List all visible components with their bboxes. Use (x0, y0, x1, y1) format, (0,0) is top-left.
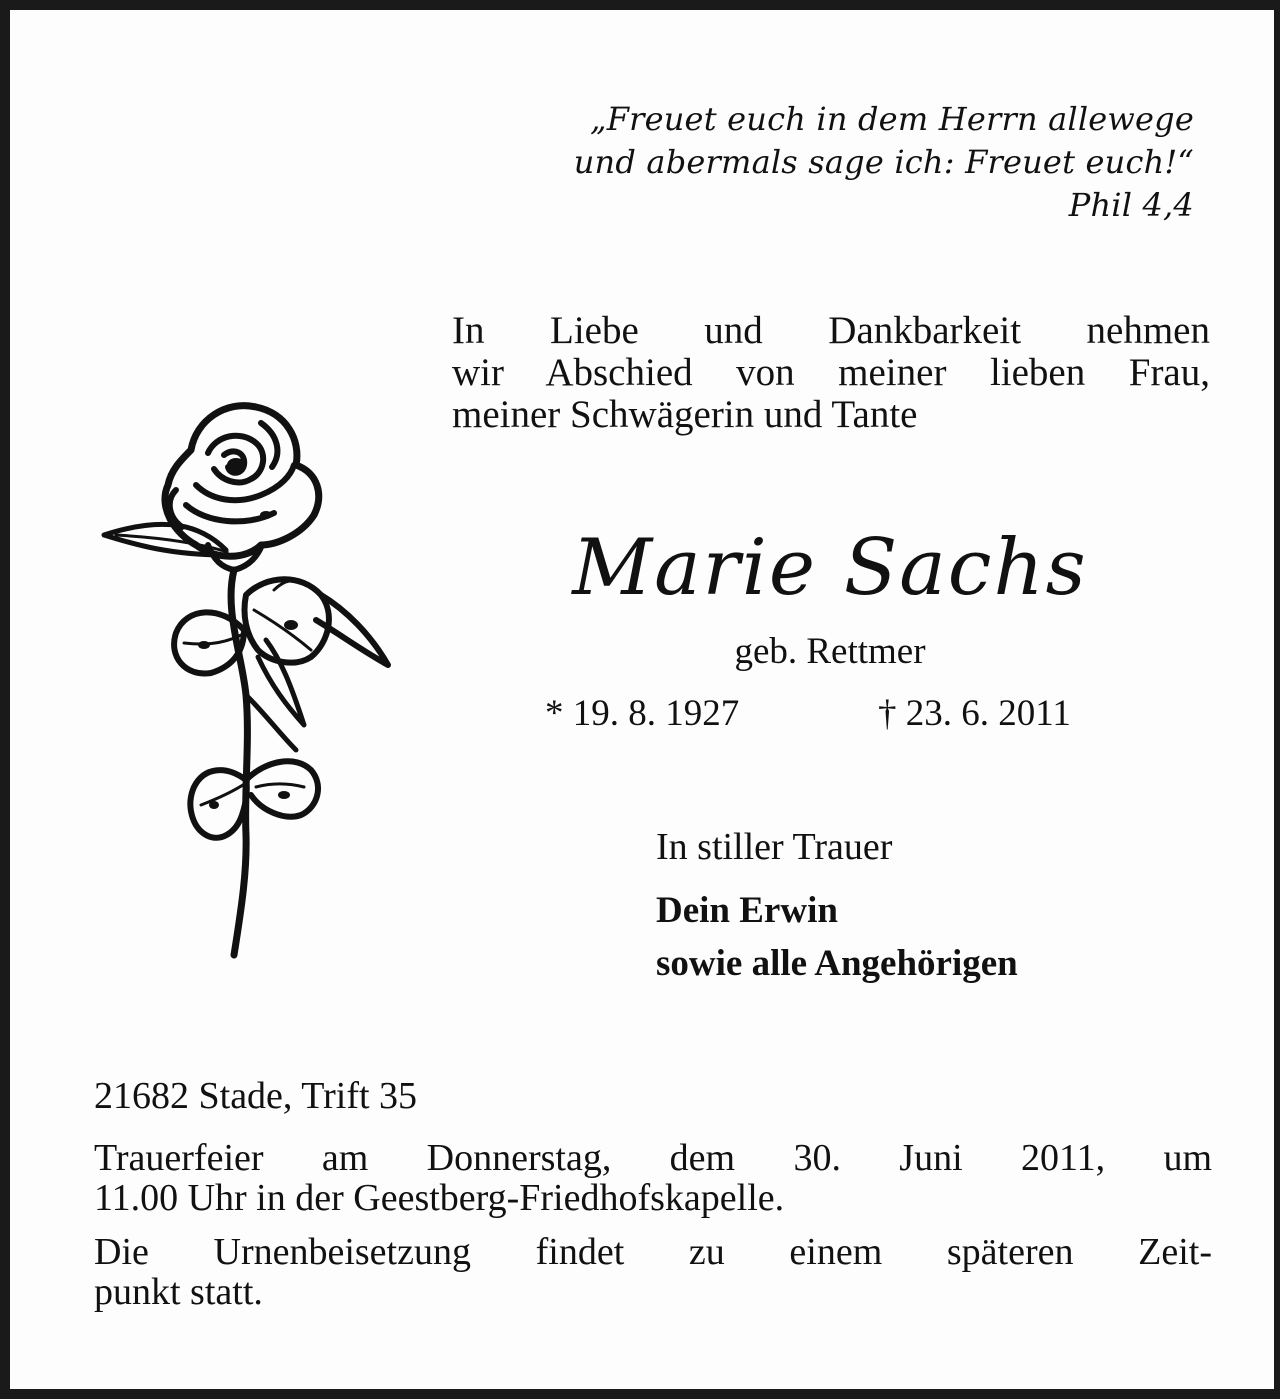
ceremony-line-1: Trauerfeier am Donnerstag, dem 30. Juni 2011, um (94, 1137, 1212, 1179)
farewell-text (452, 310, 1210, 436)
farewell-line-3: meiner Schwägerin und Tante (452, 393, 918, 436)
address: 21682 Stade, Trift 35 (94, 1075, 418, 1117)
quote-line-2: und abermals sage ich: Freuet euch!“ (573, 143, 1194, 181)
urn-notice (94, 1232, 1212, 1312)
deceased-name: Marie Sachs (572, 523, 1088, 613)
bible-quote (574, 98, 1194, 227)
quote-reference: Phil 4,4 (1068, 186, 1194, 224)
farewell-line-2: wir Abschied von meiner lieben Frau, (452, 351, 1210, 394)
farewell-line-1: In Liebe und Dankbarkeit nehmen (452, 309, 1210, 352)
ceremony-notice (94, 1138, 1212, 1218)
mourner-line-2: sowie alle Angehörigen (656, 943, 1018, 984)
mourners-signature (656, 884, 1018, 990)
death-date: † 23. 6. 2011 (878, 693, 1071, 734)
mourner-line-1: Dein Erwin (656, 890, 838, 931)
birth-date: * 19. 8. 1927 (545, 693, 740, 734)
quote-line-1: „Freuet euch in dem Herrn allewege (589, 100, 1194, 138)
maiden-name: geb. Rettmer (734, 631, 926, 672)
ceremony-line-2: 11.00 Uhr in der Geestberg-Friedhofskapelle. (94, 1177, 785, 1219)
urn-line-1: Die Urnenbeisetzung findet zu einem späteren Zeit- (94, 1231, 1212, 1273)
rose-drawing-icon (96, 395, 396, 965)
mourning-intro: In stiller Trauer (656, 826, 893, 868)
urn-line-2: punkt statt. (94, 1271, 263, 1313)
